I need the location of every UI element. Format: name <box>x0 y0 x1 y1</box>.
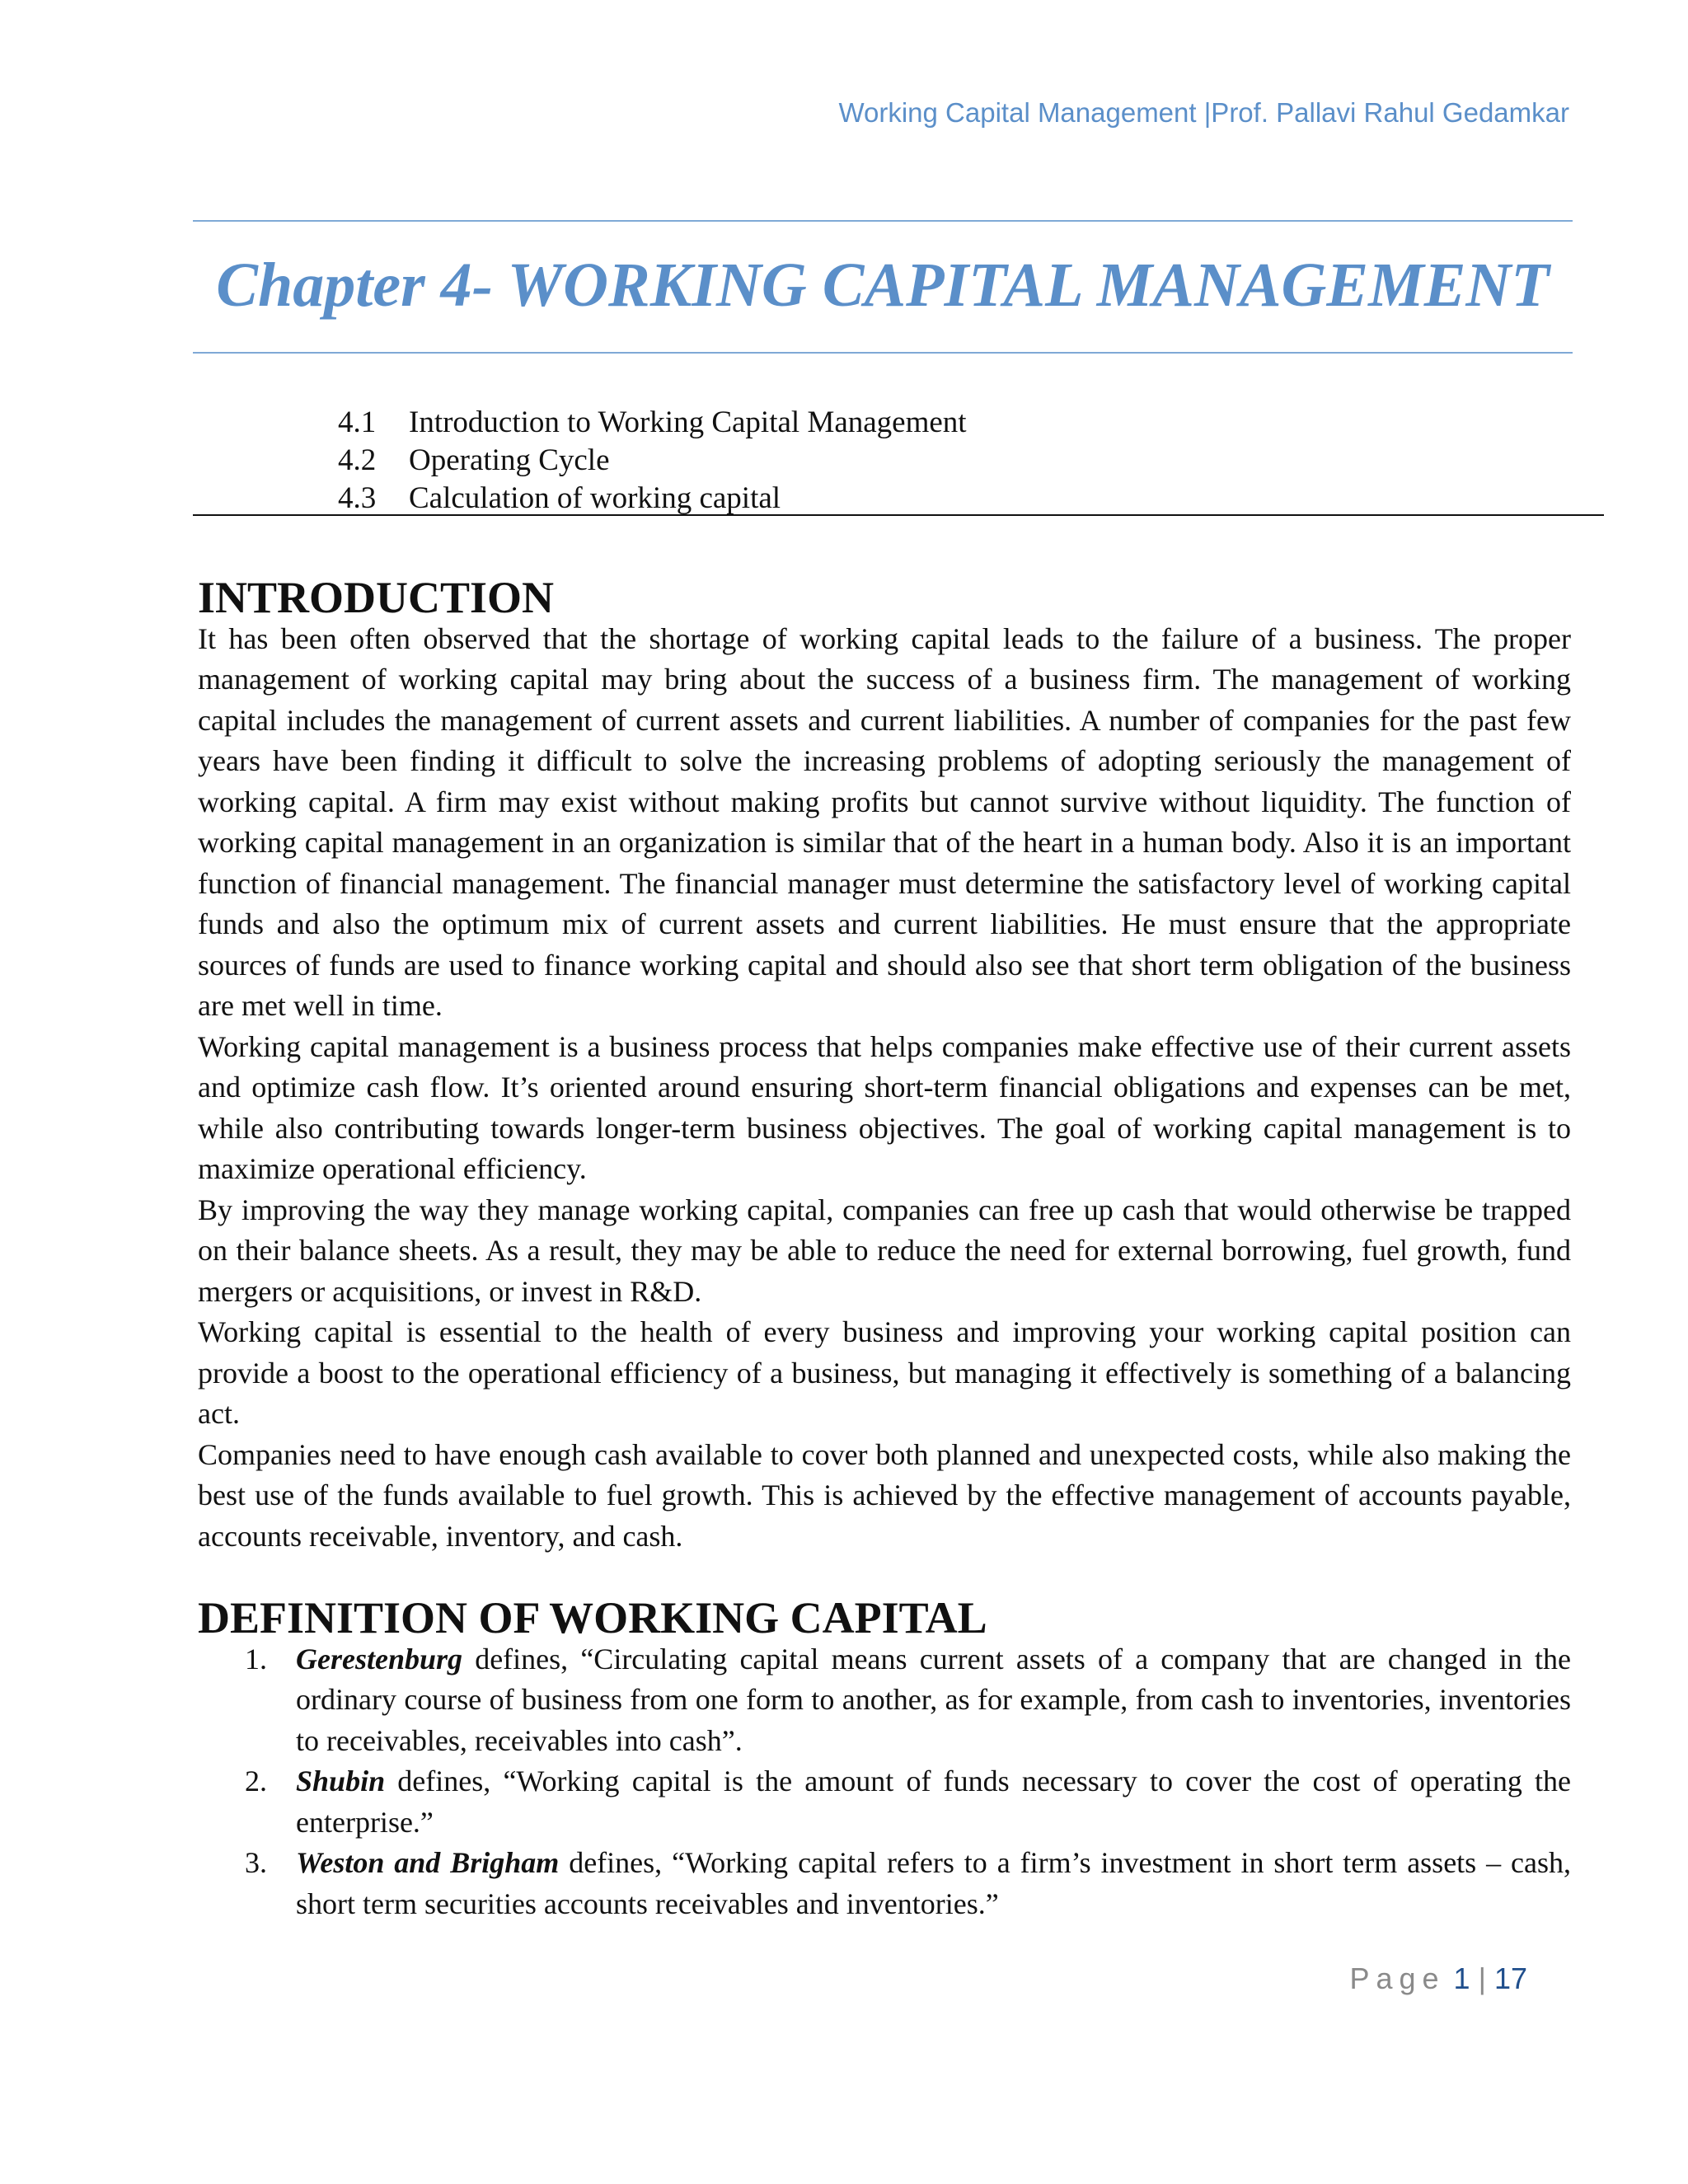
toc-divider <box>193 514 1604 516</box>
paragraph: Working capital is essential to the health of every business and improving your working capital position can provide a boost to the operational efficiency of a business, but managing it effectively is something of a balancing act. <box>198 1315 1571 1430</box>
chapter-title: Chapter 4- WORKING CAPITAL MANAGEMENT <box>216 251 1550 320</box>
toc-label: Introduction to Working Capital Management <box>409 405 967 439</box>
definition-item <box>198 1639 1571 1762</box>
definition-author: Weston and Brigham <box>296 1846 560 1879</box>
definitions-heading: DEFINITION OF WORKING CAPITAL <box>198 1593 987 1643</box>
definition-item <box>198 1843 1571 1924</box>
paragraph: It has been often observed that the shortage of working capital leads to the failure of a business. The proper management of working capital may bring about the success of a business firm. The management of working capital includes the management of current assets and current liabilities. A number of companies for the past few years have been finding it difficult to solve the increasing problems of adopting seriously the management of working capital. A firm may exist without making profits but cannot survive without liquidity. The function of working capital management in an organization is similar that of the heart in a human body. Also it is an important function of financial management. The financial manager must determine the satisfactory level of working capital funds and also the optimum mix of current assets and current liabilities. He must ensure that the appropriate sources of funds are used to finance working capital and should also see that short term obligation of the business are met well in time. <box>198 621 1571 1022</box>
paragraph: Working capital management is a business process that helps companies make effective use of their current assets and optimize cash flow. It’s oriented around ensuring short-term financial obligations and expenses can be met, while also contributing towards longer-term business objectives. The goal of working capital management is to maximize operational efficiency. <box>198 1029 1571 1185</box>
title-rule-top <box>193 220 1573 222</box>
page-number: 1 <box>1453 1961 1470 1995</box>
definition-item <box>198 1761 1571 1843</box>
page-footer <box>1349 1961 1527 1996</box>
toc-label: Calculation of working capital <box>409 481 781 515</box>
main-content <box>198 573 1571 1924</box>
toc-label: Operating Cycle <box>409 443 610 477</box>
definitions-list <box>198 1639 1571 1925</box>
definition-number: 3. <box>245 1846 267 1879</box>
introduction-heading: INTRODUCTION <box>198 573 555 622</box>
toc-number: 4.3 <box>338 481 377 515</box>
toc-number: 4.1 <box>338 405 377 439</box>
paragraph: By improving the way they manage working capital, companies can free up cash that would otherwise be trapped on their balance sheets. As a result, they may be able to reduce the need for external borrowing, fuel growth, fund mergers or acquisitions, or invest in R&D. <box>198 1193 1571 1308</box>
toc-item <box>338 480 967 518</box>
running-header: Working Capital Management |Prof. Pallavi Rahul Gedamkar <box>838 97 1569 128</box>
toc-item <box>338 442 967 480</box>
page-label: Page <box>1349 1961 1446 1995</box>
table-of-contents <box>338 404 967 518</box>
page-separator: | <box>1478 1961 1486 1995</box>
definition-author: Gerestenburg <box>296 1642 463 1675</box>
toc-item <box>338 404 967 442</box>
toc-number: 4.2 <box>338 443 377 477</box>
definition-number: 2. <box>245 1765 267 1797</box>
definition-text: defines, “Working capital refers to a firm’s investment in short term assets – cash, short term securities accounts receivables and inventories.” <box>296 1846 1571 1920</box>
title-rule-bottom <box>193 352 1573 354</box>
total-pages: 17 <box>1493 1961 1527 1995</box>
definition-number: 1. <box>245 1642 267 1675</box>
definition-text: defines, “Circulating capital means current assets of a company that are changed in the ordinary course of business from one form to another, as for example, from cash to inventories, inventories to receivables, receivables into cash”. <box>296 1642 1571 1757</box>
definition-author: Shubin <box>296 1765 386 1797</box>
paragraph: Companies need to have enough cash available to cover both planned and unexpected costs, while also making the best use of the funds available to fuel growth. This is achieved by the effective management of accounts payable, accounts receivable, inventory, and cash. <box>198 1437 1571 1553</box>
definition-text: defines, “Working capital is the amount of funds necessary to cover the cost of operating the enterprise.” <box>296 1765 1571 1839</box>
